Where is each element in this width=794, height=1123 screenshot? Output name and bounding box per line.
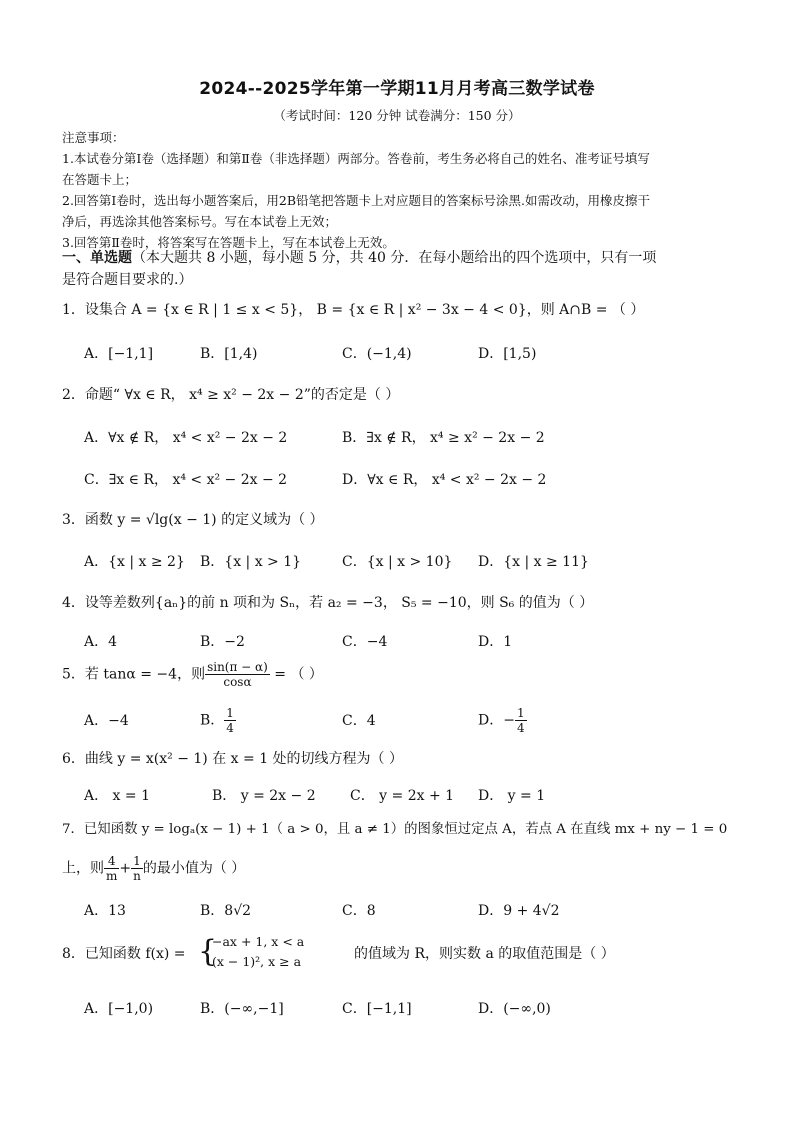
- option-a: A．[−1,0): [84, 1001, 154, 1017]
- question-7-options: [84, 900, 764, 926]
- option-b-label: B．: [200, 712, 225, 729]
- option-a: A．∀x ∉ R， x⁴ < x² − 2x − 2: [84, 430, 288, 446]
- note-line: 1.本试卷分第Ⅰ卷（选择题）和第Ⅱ卷（非选择题）两部分。答卷前，考生务必将自己的姓名、准考证号填写: [62, 151, 650, 166]
- note-line: 2.回答第Ⅰ卷时，选出每小题答案后，用2B铅笔把答题卡上对应题目的答案标号涂黑.如需改动，用橡皮擦干: [62, 193, 650, 208]
- option-d-fraction: [515, 706, 527, 735]
- plus-sign: +: [119, 860, 132, 877]
- option-a: A．{x | x ≥ 2}: [84, 554, 185, 570]
- option-d: D．9 + 4√2: [478, 903, 560, 919]
- question-7-stem: 7．已知函数 y = logₐ(x − 1) + 1（ a > 0，且 a ≠ 1）的图象恒过定点 A，若点 A 在直线 mx + ny − 1 = 0: [62, 822, 728, 837]
- option-b: B．∃x ∉ R， x⁴ ≥ x² − 2x − 2: [342, 430, 545, 446]
- option-c: C．[−1,1]: [342, 1001, 412, 1017]
- fraction-denominator: m: [106, 869, 118, 883]
- question-7-stem-line2: [62, 854, 752, 883]
- option-b: B．[1,4): [200, 346, 258, 362]
- fraction-denominator: n: [133, 869, 141, 883]
- option-a: A．4: [84, 634, 118, 650]
- exam-title: 2024--2025学年第一学期11月月考高三数学试卷: [199, 79, 595, 99]
- option-b: B．{x | x > 1}: [200, 554, 302, 570]
- piece-1: −ax + 1, x < a: [212, 934, 305, 949]
- section-desc-line2: 是符合题目要求的.）: [62, 272, 193, 288]
- option-d: [478, 706, 527, 735]
- piece-2: (x − 1)², x ≥ a: [212, 954, 302, 969]
- section-header: [62, 247, 742, 291]
- section-label: 一、单选题: [62, 250, 132, 266]
- option-d: D．[1,5): [478, 346, 537, 362]
- fraction-numerator: 1: [226, 706, 234, 720]
- fraction-numerator: 1: [516, 706, 525, 720]
- option-c: C．∃x ∈ R， x⁴ < x² − 2x − 2: [84, 472, 288, 488]
- fraction-denominator: 4: [226, 721, 234, 735]
- exam-subtitle: （考试时间：120 分钟 试卷满分：150 分）: [273, 108, 521, 123]
- question-2-options-row2: [84, 469, 764, 495]
- question-6-stem: 6．曲线 y = x(x² − 1) 在 x = 1 处的切线方程为（ ）: [62, 751, 403, 767]
- question-8-options: [84, 998, 764, 1024]
- notes-block: [62, 127, 742, 253]
- brace-icon: {: [198, 934, 218, 969]
- question-5-stem-after: = （ ）: [269, 666, 323, 683]
- question-5-stem-before: 5．若 tanα = −4，则: [62, 666, 206, 683]
- option-c: C． y = 2x + 1: [350, 788, 455, 804]
- note-line: 在答题卡上；: [62, 172, 138, 187]
- option-d-label: D．−: [478, 712, 515, 729]
- option-c: C．−4: [342, 634, 388, 650]
- option-c: C．8: [342, 903, 376, 919]
- note-line: 3.回答第Ⅱ卷时，将答案写在答题卡上，写在本试卷上无效。: [62, 235, 395, 250]
- option-b: B． y = 2x − 2: [212, 788, 316, 804]
- question-7-stem2-before: 上，则: [62, 860, 104, 877]
- option-b: B．−2: [200, 634, 245, 650]
- question-6-options: [84, 785, 764, 811]
- option-c: C．{x | x > 10}: [342, 554, 453, 570]
- question-5-fraction: [205, 660, 270, 689]
- question-1-stem: 1．设集合 A = {x ∈ R | 1 ≤ x < 5}， B = {x ∈ R | x² − 3x − 4 < 0}，则 A∩B = （ ）: [62, 302, 645, 318]
- question-8-stem: [62, 930, 752, 978]
- option-a: A． x = 1: [84, 788, 150, 804]
- question-7-fraction-2: [131, 854, 143, 883]
- fraction-numerator: 4: [104, 854, 119, 869]
- question-4-stem: 4．设等差数列{aₙ}的前 n 项和为 Sₙ，若 a₂ = −3， S₅ = −10，则 S₆ 的值为（ ）: [62, 595, 594, 611]
- option-b: B．8√2: [200, 903, 252, 919]
- fraction-numerator: 1: [131, 854, 143, 869]
- option-d: D．∀x ∈ R， x⁴ < x² − 2x − 2: [342, 472, 547, 488]
- notes-heading: 注意事项：: [62, 130, 125, 145]
- question-1-options: [84, 343, 764, 369]
- question-8-stem-after: 的值域为 R，则实数 a 的取值范围是（ ）: [354, 946, 615, 962]
- piecewise-cases: [212, 932, 304, 972]
- question-5-stem: [62, 660, 752, 689]
- option-d: D．(−∞,0): [478, 1001, 551, 1017]
- fraction-numerator: sin(π − α): [207, 660, 268, 674]
- section-desc: （本大题共 8 小题，每小题 5 分，共 40 分．在每小题给出的四个选项中，只有一项: [132, 250, 657, 266]
- question-8-stem-before: 8．已知函数 f(x) =: [62, 946, 186, 962]
- option-c: C．(−1,4): [342, 346, 412, 362]
- option-b: [200, 706, 236, 735]
- question-2-stem: 2．命题“ ∀x ∈ R， x⁴ ≥ x² − 2x − 2”的否定是（ ）: [62, 387, 400, 403]
- option-c: C．4: [342, 713, 376, 729]
- question-3-options: [84, 551, 764, 577]
- question-5-options: [84, 706, 764, 736]
- fraction-denominator: cosα: [223, 675, 252, 689]
- option-d: D．{x | x ≥ 11}: [478, 554, 589, 570]
- question-7-stem2-after: 的最小值为（ ）: [142, 860, 246, 877]
- option-d: D． y = 1: [478, 788, 546, 804]
- question-2-options-row1: [84, 427, 764, 453]
- fraction-denominator: 4: [516, 721, 525, 735]
- option-a: A．13: [84, 903, 126, 919]
- note-line: 净后，再选涂其他答案标号。写在本试卷上无效；: [62, 214, 338, 229]
- option-d: D．1: [478, 634, 513, 650]
- question-7-fraction-1: [104, 854, 119, 883]
- option-b: B．(−∞,−1]: [200, 1001, 284, 1017]
- question-4-options: [84, 631, 764, 657]
- option-b-fraction: [224, 706, 236, 735]
- question-3-stem: 3．函数 y = √lg(x − 1) 的定义域为（ ）: [62, 512, 324, 528]
- option-a: A．−4: [84, 713, 129, 729]
- option-a: A．[−1,1]: [84, 346, 154, 362]
